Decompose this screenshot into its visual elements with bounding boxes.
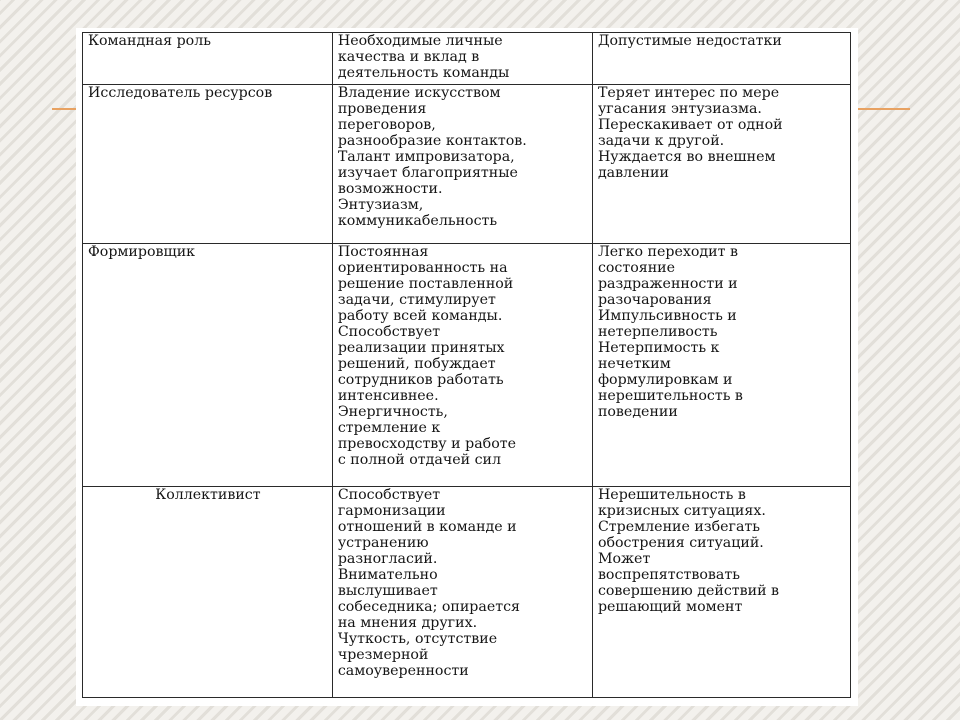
cell-line: Стремление избегать xyxy=(597,519,760,535)
cell-line: решение поставленной xyxy=(337,276,514,292)
accent-line-right xyxy=(852,108,910,110)
cell-line: разнообразие контактов. xyxy=(337,133,527,149)
cell-line: задачи к другой. xyxy=(597,133,725,149)
header-flaws xyxy=(592,33,850,85)
cell-line: воспрепятствовать xyxy=(597,567,740,583)
cell-line: Командная роль xyxy=(88,33,211,49)
cell-line: Чуткость, отсутствие xyxy=(337,631,498,647)
cell-line: Внимательно xyxy=(337,567,438,583)
flaws-cell xyxy=(592,85,850,244)
cell-line: решающий момент xyxy=(597,599,743,615)
cell-line: Талант импровизатора, xyxy=(337,149,515,165)
table-row xyxy=(83,487,851,698)
table-image xyxy=(76,28,858,706)
role-cell xyxy=(83,487,333,698)
cell-line: давлении xyxy=(597,165,669,181)
header-role xyxy=(83,33,333,85)
cell-line: на мнения других. xyxy=(337,615,478,631)
cell-line: Легко переходит в xyxy=(597,244,738,260)
cell-line: Энтузиазм, xyxy=(337,197,424,213)
cell-line: Коллективист xyxy=(155,487,261,503)
cell-line: формулировкам и xyxy=(597,372,733,388)
cell-line: Необходимые личные xyxy=(337,33,503,49)
table-header-row xyxy=(83,33,851,85)
role-cell xyxy=(83,244,333,487)
cell-line: Нуждается во внешнем xyxy=(597,149,776,165)
cell-line: Может xyxy=(597,551,651,567)
table-row xyxy=(83,85,851,244)
cell-line: гармонизации xyxy=(337,503,446,519)
cell-line: переговоров, xyxy=(337,117,436,133)
cell-line: деятельность команды xyxy=(337,65,510,81)
cell-line: решений, побуждает xyxy=(337,356,496,372)
cell-line: поведении xyxy=(597,404,678,420)
cell-line: нетерпеливость xyxy=(597,324,718,340)
cell-line: Нерешительность в xyxy=(597,487,746,503)
cell-line: состояние xyxy=(597,260,676,276)
cell-line: изучает благоприятные xyxy=(337,165,518,181)
cell-line: разочарования xyxy=(597,292,712,308)
cell-line: Допустимые недостатки xyxy=(597,33,782,49)
cell-line: нерешительность в xyxy=(597,388,743,404)
cell-line: реализации принятых xyxy=(337,340,505,356)
cell-line: самоуверенности xyxy=(337,663,469,679)
cell-line: Импульсивность и xyxy=(597,308,737,324)
cell-line: Перескакивает от одной xyxy=(597,117,783,133)
cell-line: выслушивает xyxy=(337,583,438,599)
cell-line: работу всей команды. xyxy=(337,308,503,324)
table-row xyxy=(83,244,851,487)
cell-line: совершению действий в xyxy=(597,583,780,599)
cell-line: интенсивнее. xyxy=(337,388,439,404)
cell-line: Исследователь ресурсов xyxy=(88,85,273,101)
cell-line: Способствует xyxy=(337,324,441,340)
roles-table xyxy=(82,32,851,698)
cell-line: Способствует xyxy=(337,487,441,503)
header-qualities xyxy=(332,33,592,85)
cell-line: возможности. xyxy=(337,181,443,197)
cell-line: устранению xyxy=(337,535,429,551)
cell-line: собеседника; опирается xyxy=(337,599,520,615)
cell-line: задачи, стимулирует xyxy=(337,292,496,308)
qualities-cell xyxy=(332,244,592,487)
cell-line: с полной отдачей сил xyxy=(337,452,501,468)
cell-line: кризисных ситуациях. xyxy=(597,503,766,519)
cell-line: проведения xyxy=(337,101,427,117)
cell-line: Нетерпимость к xyxy=(597,340,720,356)
qualities-cell xyxy=(332,85,592,244)
cell-line: чрезмерной xyxy=(337,647,429,663)
cell-line: раздраженности и xyxy=(597,276,738,292)
cell-line: Владение искусством xyxy=(337,85,501,101)
cell-line: стремление к xyxy=(337,420,441,436)
cell-line: Теряет интерес по мере xyxy=(597,85,780,101)
cell-line: Постоянная xyxy=(337,244,429,260)
cell-line: Энергичность, xyxy=(337,404,448,420)
cell-line: ориентированность на xyxy=(337,260,508,276)
cell-line: качества и вклад в xyxy=(337,49,480,65)
flaws-cell xyxy=(592,244,850,487)
cell-line: нечетким xyxy=(597,356,671,372)
cell-line: разногласий. xyxy=(337,551,438,567)
cell-line: сотрудников работать xyxy=(337,372,504,388)
role-cell xyxy=(83,85,333,244)
cell-line: превосходству и работе xyxy=(337,436,516,452)
cell-line: Формировщик xyxy=(88,244,196,260)
cell-line: коммуникабельность xyxy=(337,213,498,229)
cell-line: обострения ситуаций. xyxy=(597,535,764,551)
cell-line: отношений в команде и xyxy=(337,519,517,535)
flaws-cell xyxy=(592,487,850,698)
qualities-cell xyxy=(332,487,592,698)
cell-line: угасания энтузиазма. xyxy=(597,101,762,117)
